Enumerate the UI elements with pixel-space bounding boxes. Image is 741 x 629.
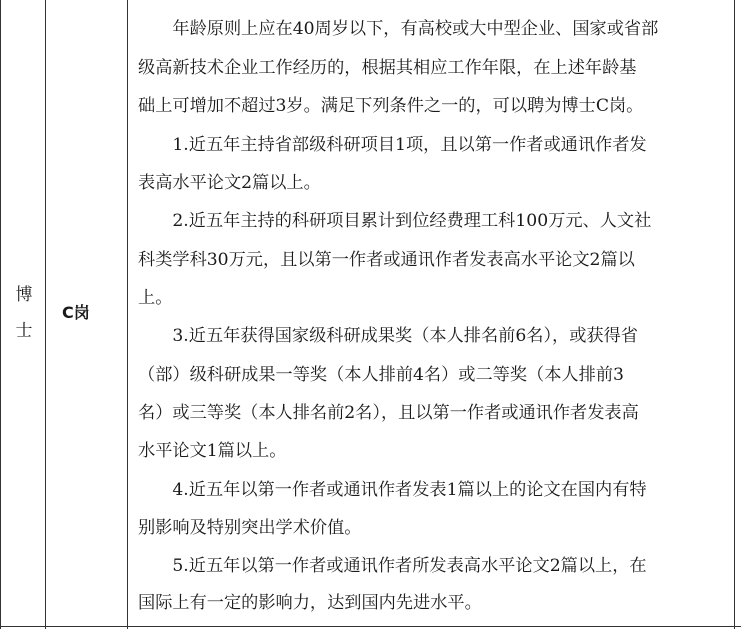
requirement-line: 1.近五年主持省部级科研项目1项，且以第一作者或通讯作者发 <box>138 135 647 155</box>
post-label: C岗 <box>62 303 90 322</box>
requirement-line: 别影响及特别突出学术价值。 <box>138 518 362 538</box>
requirement-line: 上。 <box>138 288 173 308</box>
requirements-cell <box>128 0 734 629</box>
requirement-line: （部）级科研成果一等奖（本人排前4名）或二等奖（本人排前3 <box>138 365 624 385</box>
requirement-line: 国际上有一定的影响力，达到国内先进水平。 <box>138 593 482 613</box>
table-border-right <box>734 0 735 629</box>
requirement-line: 年龄原则上应在40周岁以下，有高校或大中型企业、国家或省部 <box>138 19 659 39</box>
requirement-line: 级高新技术企业工作经历的，根据其相应工作年限，在上述年龄基 <box>138 58 637 78</box>
degree-char-1: 博 <box>15 285 33 305</box>
requirement-line: 3.近五年获得国家级科研成果奖（本人排名前6名），或获得省 <box>138 326 638 346</box>
post-cell <box>46 0 127 629</box>
requirement-line: 名）或三等奖（本人排名前2名），且以第一作者或通讯作者发表高 <box>138 403 639 423</box>
requirement-line: 5.近五年以第一作者或通讯作者所发表高水平论文2篇以上，在 <box>138 556 647 576</box>
requirement-line: 科类学科30万元，且以第一作者或通讯作者发表高水平论文2篇以 <box>138 250 635 270</box>
requirement-line: 2.近五年主持的科研项目累计到位经费理工科100万元、人文社 <box>138 211 652 231</box>
degree-cell <box>0 0 45 629</box>
requirement-line: 础上可增加不超过3岁。满足下列条件之一的，可以聘为博士C岗。 <box>138 96 644 116</box>
degree-char-2: 士 <box>15 321 33 341</box>
requirement-line: 4.近五年以第一作者或通讯作者发表1篇以上的论文在国内有特 <box>138 480 647 500</box>
requirement-line: 表高水平论文2篇以上。 <box>138 173 321 193</box>
requirement-line: 水平论文1篇以上。 <box>138 441 287 461</box>
